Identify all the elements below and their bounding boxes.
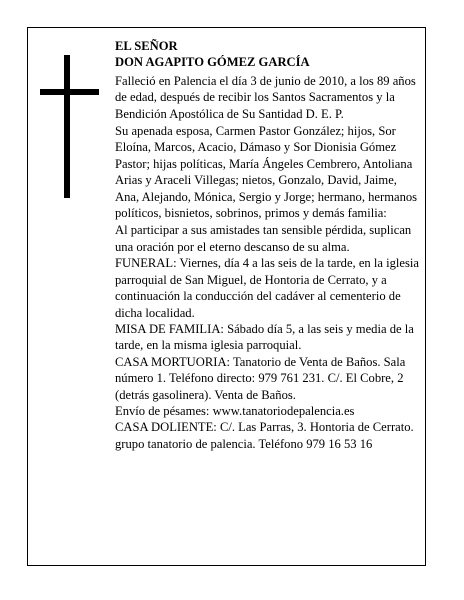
notice-heading: EL SEÑOR bbox=[115, 39, 178, 53]
funeral-details: FUNERAL: Viernes, día 4 a las seis de la tarde, en la iglesia parroquial de San Miguel, de Hontoria de Cerrato, y a continuación la conducción del cadáver al cementerio de dicha localidad. bbox=[115, 256, 419, 320]
deceased-name: DON AGAPITO GÓMEZ GARCÍA bbox=[115, 55, 310, 70]
condolence-website: Envío de pésames: www.tanatoriodepalencia.es bbox=[115, 403, 355, 418]
funeral-home-details: CASA MORTUORIA: Tanatorio de Venta de Baños. Sala número 1. Teléfono directo: 979 761 231. C/. El Cobre, 2 (detrás gasolinera). Venta de Baños. bbox=[115, 354, 406, 402]
family-mass-details: MISA DE FAMILIA: Sábado día 5, a las seis y media de la tarde, en la misma iglesia parroquial. bbox=[115, 321, 414, 353]
cross-horizontal-bar bbox=[40, 89, 99, 95]
family-list: Su apenada esposa, Carmen Pastor González; hijos, Sor Eloína, Marcos, Acacio, Dámaso y Sor Dionisia Gómez Pastor; hijas políticas, María Ángeles Cembrero, Antoliana Arias y Araceli Villegas; nietos, Gonzalo, David, Jaime, Ana, Alejando, Mónica, Sergio y Jorge; hermano, hermanos políticos, bisnietos, sobrinos, primos y demás familia: bbox=[115, 124, 418, 221]
death-announcement: Falleció en Palencia el día 3 de junio de 2010, a los 89 años de edad, después de recibir los Santos Sacramentos y la Bendición Apostólica de Su Santidad D. E. P. bbox=[115, 73, 416, 121]
family-home-address: CASA DOLIENTE: C/. Las Parras, 3. Hontoria de Cerrato. bbox=[115, 420, 414, 435]
funeral-group-contact: grupo tanatorio de palencia. Teléfono 979 16 53 16 bbox=[115, 436, 373, 451]
cross-vertical-bar bbox=[64, 55, 70, 198]
cross-icon bbox=[40, 55, 99, 198]
prayer-request: Al participar a sus amistades tan sensible pérdida, suplican una oración por el eterno descanso de su alma. bbox=[115, 223, 412, 254]
notice-body bbox=[115, 38, 419, 452]
